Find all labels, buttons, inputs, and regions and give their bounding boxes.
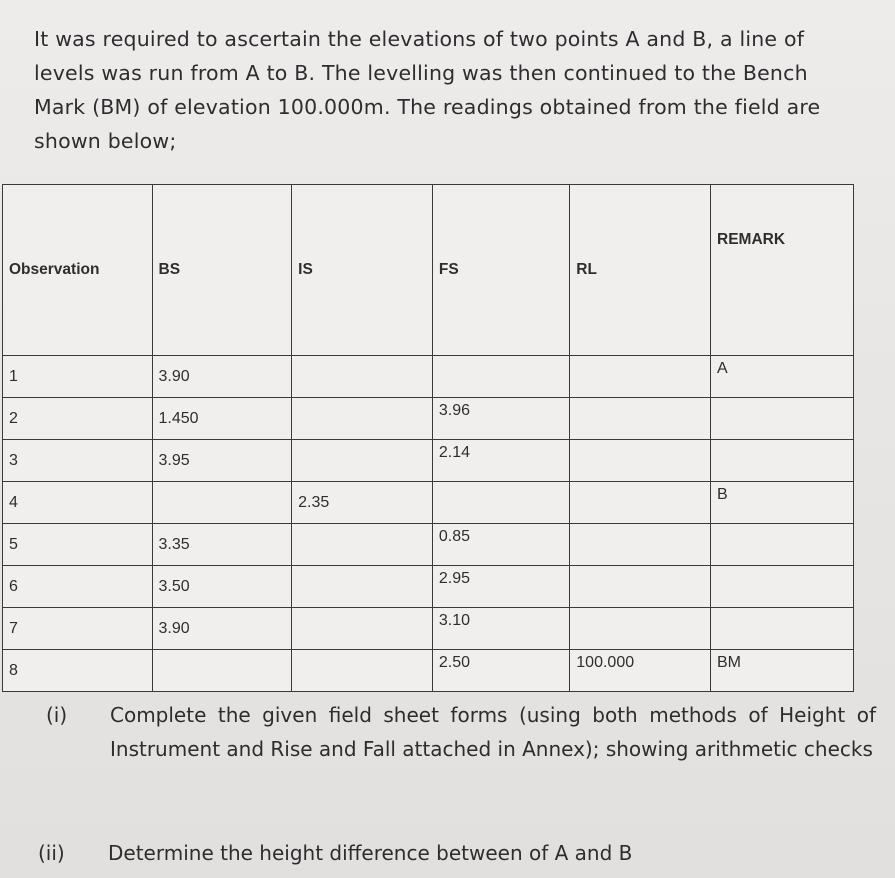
cell-bs (152, 482, 292, 524)
cell-bs: 3.35 (152, 524, 292, 566)
cell-fs (432, 398, 569, 440)
table-row (3, 566, 854, 608)
cell-fs (432, 608, 569, 650)
cell-remark (711, 440, 854, 482)
cell-fs (432, 566, 569, 608)
header-fs: FS (432, 185, 569, 356)
cell-fs (432, 482, 569, 524)
remark-text: B (717, 485, 728, 503)
table-row (3, 482, 854, 524)
cell-rl (570, 398, 711, 440)
cell-bs: 1.450 (152, 398, 292, 440)
table-row (3, 440, 854, 482)
cell-rl (570, 482, 711, 524)
question-number: (ii) (38, 841, 65, 865)
table-row (3, 356, 854, 398)
cell-observation: 4 (3, 482, 153, 524)
cell-observation: 8 (3, 650, 153, 692)
cell-rl (570, 440, 711, 482)
cell-rl (570, 524, 711, 566)
cell-observation: 3 (3, 440, 153, 482)
cell-observation: 5 (3, 524, 153, 566)
table-row (3, 524, 854, 566)
cell-is (292, 356, 433, 398)
cell-remark (711, 524, 854, 566)
cell-observation: 2 (3, 398, 153, 440)
cell-observation: 6 (3, 566, 153, 608)
question-item (36, 836, 876, 870)
cell-fs (432, 440, 569, 482)
cell-remark (711, 356, 854, 398)
cell-is (292, 650, 433, 692)
table-row (3, 608, 854, 650)
header-observation: Observation (3, 185, 153, 356)
header-rl: RL (570, 185, 711, 356)
cell-bs: 3.95 (152, 440, 292, 482)
cell-remark (711, 398, 854, 440)
cell-rl (570, 650, 711, 692)
table-header-row (3, 185, 854, 356)
cell-rl (570, 608, 711, 650)
question-text: Determine the height difference between of A and B (108, 841, 633, 865)
cell-rl (570, 566, 711, 608)
fs-text: 2.50 (438, 653, 470, 671)
table-row (3, 650, 854, 692)
cell-is (292, 398, 433, 440)
fs-text: 2.95 (438, 569, 470, 587)
cell-remark (711, 650, 854, 692)
cell-bs (152, 650, 292, 692)
header-remark: REMARK (711, 185, 854, 356)
cell-remark (711, 608, 854, 650)
cell-is (292, 566, 433, 608)
cell-fs (432, 356, 569, 398)
header-bs: BS (152, 185, 292, 356)
question-number: (i) (46, 703, 68, 727)
rl-text: 100.000 (576, 653, 635, 671)
question-text: Complete the given field sheet forms (using both methods of Height of Instrument and Rise and Fall attached in Annex); showing arithmetic checks (110, 703, 876, 761)
cell-is (292, 524, 433, 566)
cell-observation: 7 (3, 608, 153, 650)
remark-text: A (717, 359, 728, 377)
cell-is: 2.35 (292, 482, 433, 524)
table-row (3, 398, 854, 440)
cell-is (292, 608, 433, 650)
fs-text: 3.10 (438, 611, 470, 629)
question-item (36, 698, 876, 766)
cell-remark (711, 566, 854, 608)
cell-observation: 1 (3, 356, 153, 398)
cell-fs (432, 650, 569, 692)
cell-rl (570, 356, 711, 398)
fs-text: 3.96 (438, 401, 470, 419)
fs-text: 2.14 (438, 443, 470, 461)
levelling-field-table (2, 184, 854, 692)
cell-is (292, 440, 433, 482)
header-is: IS (292, 185, 433, 356)
cell-bs: 3.50 (152, 566, 292, 608)
cell-remark (711, 482, 854, 524)
question-list (36, 698, 876, 865)
cell-bs: 3.90 (152, 356, 292, 398)
fs-text: 0.85 (438, 527, 470, 545)
cell-fs (432, 524, 569, 566)
remark-text: BM (717, 653, 741, 671)
problem-statement: It was required to ascertain the elevations of two points A and B, a line of levels was run from A to B. The levelling was then continued to the Bench Mark (BM) of elevation 100.000m. The readings obtained from the field are shown below; (34, 27, 821, 153)
cell-bs: 3.90 (152, 608, 292, 650)
